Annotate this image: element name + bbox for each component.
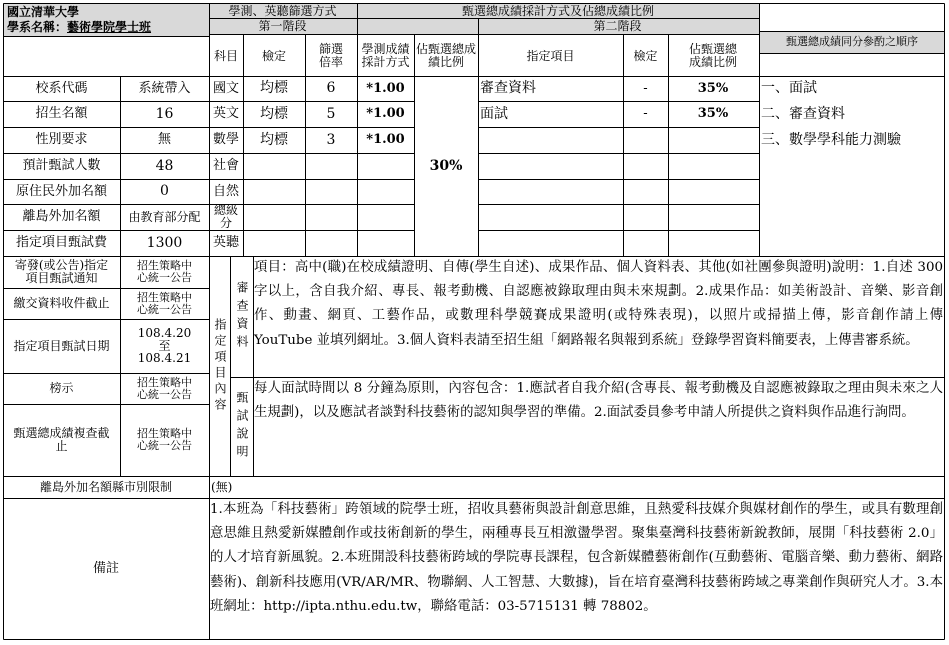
- subject-total: 總級分: [213, 204, 238, 230]
- island-limit-label: 離島外加名額縣市別限制: [39, 479, 172, 494]
- col-check: 檢定: [261, 48, 286, 63]
- subject-chinese-calc: *1.00: [366, 80, 405, 96]
- schedule-value-recheck: 招生策略中心統一公告: [137, 427, 192, 452]
- subject-chinese-multiple: 6: [326, 80, 336, 97]
- subject-english-multiple: 5: [326, 105, 336, 122]
- dept-name: [5, 20, 205, 34]
- remarks-description: [209, 498, 945, 640]
- stage2-item-review-ratio: 35%: [697, 80, 729, 96]
- island-limit-value: (無): [211, 479, 233, 494]
- stage1-ratio: 30%: [429, 157, 463, 174]
- exam-method-title: 學測、英聽篩選方式: [228, 4, 337, 18]
- date-start: 108.4.20: [137, 326, 192, 341]
- schedule-value-deadline: 招生策略中心統一公告: [137, 290, 192, 316]
- dept-value: 藝術學院學士班: [67, 20, 152, 34]
- stage2-item-interview-check: -: [643, 106, 648, 122]
- info-label-quota: 招生名額: [35, 106, 88, 122]
- review-description: [253, 256, 945, 377]
- stage2-item-review-check: -: [643, 80, 648, 96]
- stage2-item-interview-ratio: 35%: [697, 106, 729, 122]
- date-to: 至: [158, 338, 171, 353]
- remarks-text: 1.本班為「科技藝術」跨領域的院學士班，招收具藝術與設計創意思維，且熱愛科技媒介與媒材創作的學生，或具有數理創意思維且熱愛新媒體創作或技術創新的學生，兩種專長互相激盪學習。聚集臺灣科技藝術新銳教師，展開「科技藝術 2.0」的人才培育新風貌。2.本班開設科技藝術跨域的學院專長課程，包含新媒體藝術創作(互動藝術、電腦音樂、動力藝術、網路藝術)、創新科技應用(VR/AR/MR、物聯網、人工智慧、大數據)，旨在培育臺灣科技藝術跨域之專業創作與研究人才。3.本班網址：http://ipta.nthu.edu.tw，聯絡電話：03-5715131 轉 78802。: [210, 502, 943, 614]
- subject-english: 英文: [212, 106, 239, 122]
- col-item: 指定項目: [526, 48, 575, 63]
- info-value-indigenous: 0: [160, 183, 169, 200]
- col-multiple: 篩選倍率: [318, 42, 343, 69]
- interview-description: [253, 377, 945, 476]
- designated-label: [209, 256, 230, 476]
- subject-math-check: 均標: [260, 131, 288, 148]
- interview-label-text: 甄試說明: [235, 390, 249, 463]
- schedule-value-date: [120, 319, 209, 373]
- subject-math: 數學: [212, 132, 239, 148]
- tie-break-3: 三、數學學科能力測驗: [761, 131, 901, 148]
- info-label-island: 離島外加名額: [22, 209, 101, 225]
- schedule-label-recheck: 甄選總成績複查截止: [13, 426, 110, 453]
- schedule-value-results: 招生策略中心統一公告: [137, 375, 192, 401]
- info-label-fee: 指定項目甄試費: [15, 235, 107, 251]
- schedule-label-date: 指定項目甄試日期: [13, 338, 110, 353]
- designated-label-text: 指定項目內容: [213, 318, 227, 414]
- subject-chinese: 國文: [212, 80, 239, 96]
- col-subject: 科目: [213, 48, 238, 63]
- subject-english-check: 均標: [260, 105, 288, 122]
- col-calc-method: 學測成績採計方式: [361, 42, 410, 69]
- schedule-value-notice: 招生策略中心統一公告: [137, 259, 192, 284]
- tie-break-2: 二、審查資料: [761, 105, 845, 122]
- interview-text: 每人面試時間以 8 分鐘為原則，內容包含：1.應試者自我介紹(含專長、報考動機及自認應被錄取之理由與未來之人生規劃)，以及應試者談對科技藝術的認知與學習的準備。2.面試委員參考申請人所提供之資料與作品進行詢問。: [254, 381, 943, 421]
- stage2-item-review: 審查資料: [480, 80, 536, 97]
- calc-title: 甄選總成績採計方式及佔總成績比例: [461, 4, 654, 18]
- info-value-gender: 無: [157, 132, 171, 148]
- subject-math-multiple: 3: [326, 131, 336, 148]
- admission-table: [3, 3, 945, 640]
- subject-english-calc: *1.00: [366, 106, 405, 122]
- subject-social: 社會: [212, 158, 239, 174]
- review-label: [230, 256, 253, 377]
- review-label-text: 審查資料: [235, 280, 249, 353]
- info-label-gender: 性別要求: [35, 132, 88, 148]
- schedule-label-results: 榜示: [49, 381, 74, 396]
- interview-label: [230, 377, 253, 476]
- review-text: 項目：高中(職)在校成績證明、自傳(學生自述)、成果作品、個人資料表、其他(如社團參與證明)說明：1.自述 300 字以上，含自我介紹、專長、報考動機、自認應被錄取理由與未來規劃。2.成果作品：如美術設計、音樂、影音創作、動畫、網頁、工藝作品，或數理科學競賽成果證明(或特殊表現)，以照片或掃描上傳，影音創作請上傳 YouTube 並填列網址。3.個人資料表請至招生組「網路報名與報到系統」登錄學習資料簡要表，上傳書審系統。: [254, 260, 943, 348]
- info-label-indigenous: 原住民外加名額: [15, 183, 107, 199]
- subject-science: 自然: [212, 183, 239, 199]
- school-name: 國立清華大學: [7, 5, 80, 19]
- stage2-item-interview: 面試: [480, 105, 508, 122]
- subject-listening: 英聽: [212, 235, 239, 251]
- date-end: 108.4.21: [137, 351, 192, 366]
- col-ratio: 佔甄選總成績比例: [415, 42, 476, 69]
- subject-chinese-check: 均標: [260, 80, 288, 97]
- info-value-fee: 1300: [146, 234, 183, 251]
- info-value-quota: 16: [155, 105, 174, 122]
- schedule-label-deadline: 繳交資料收件截止: [13, 296, 110, 311]
- col-check2: 檢定: [633, 48, 658, 63]
- schedule-label-notice: 寄發(或公告)指定項目甄試通知: [14, 258, 109, 285]
- tie-break-1: 一、面試: [761, 80, 817, 97]
- remarks-label: 備註: [92, 561, 119, 577]
- col-ratio2: 佔甄選總成績比例: [688, 42, 737, 69]
- dept-label: 學系名稱：: [7, 20, 68, 34]
- stage1-title: 第一階段: [258, 19, 307, 33]
- info-value-code: 系統帶入: [138, 80, 191, 96]
- stage2-title: 第二階段: [593, 19, 642, 33]
- info-value-island: 由教育部分配: [128, 209, 201, 224]
- tie-break-title: 甄選總成績同分參酌之順序: [786, 35, 918, 49]
- info-value-expected: 48: [155, 157, 174, 174]
- info-label-code: 校系代碼: [35, 80, 88, 96]
- info-label-expected: 預計甄試人數: [22, 158, 101, 174]
- subject-math-calc: *1.00: [366, 132, 405, 148]
